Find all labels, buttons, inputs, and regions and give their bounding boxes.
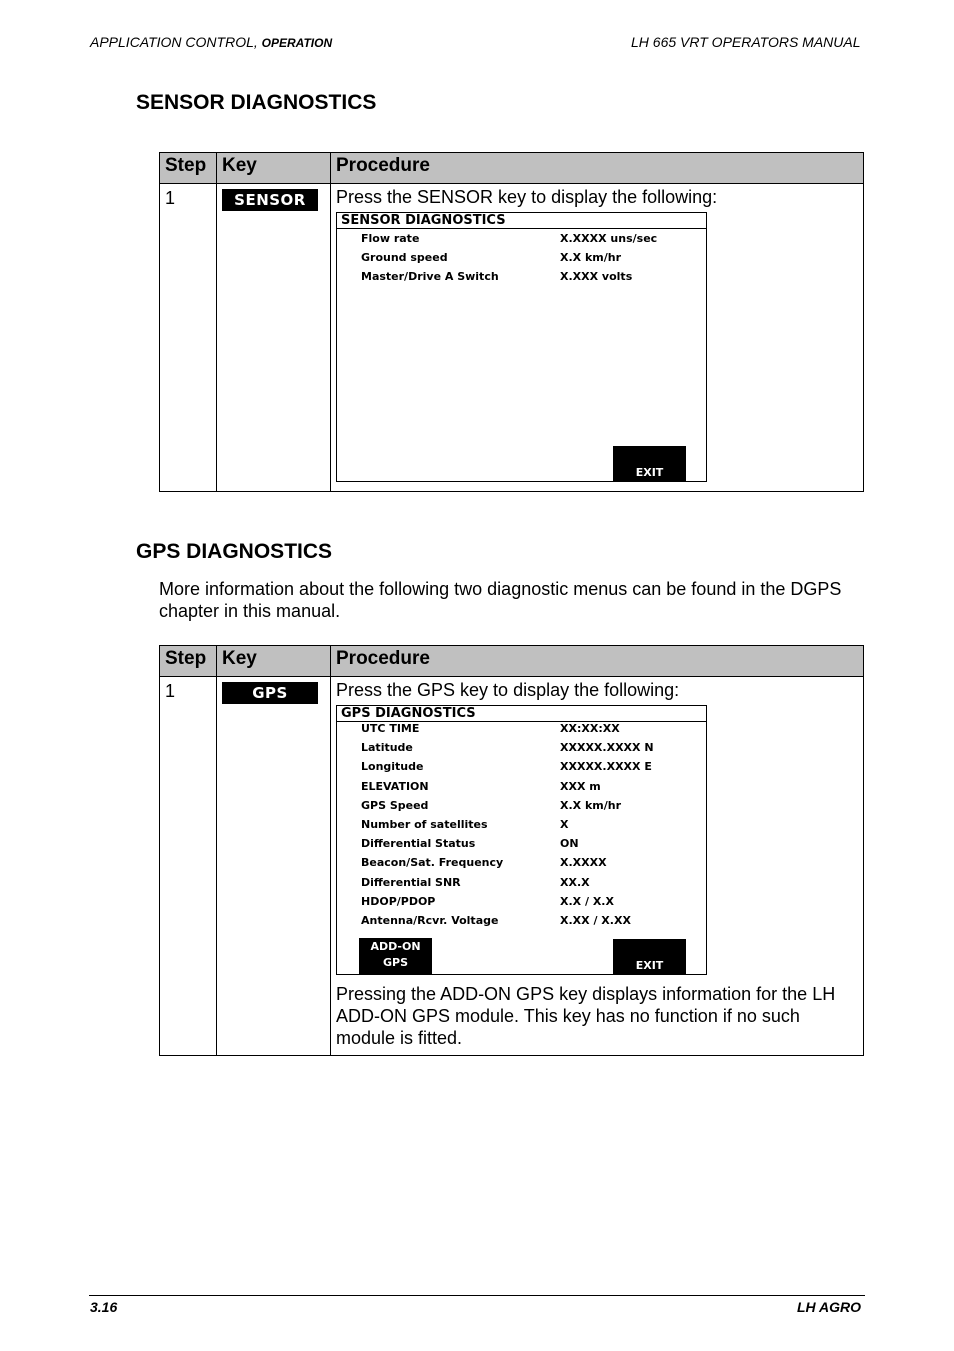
row-value: XX:XX:XX xyxy=(560,722,620,735)
header-right-smallcaps: PERATORS MANUAL xyxy=(722,34,861,50)
row-value: X.XXXX xyxy=(560,856,607,870)
key-cell xyxy=(217,677,331,1056)
add-on-note: Pressing the ADD-ON GPS key displays information for the LH ADD-ON GPS module. This key has no function if no such module is fitted. xyxy=(336,984,836,1048)
row-label: Flow rate xyxy=(361,232,420,245)
gps-screen xyxy=(336,705,707,975)
list-item xyxy=(337,248,706,267)
row-label: Number of satellites xyxy=(361,817,488,831)
row-value: X.X km/hr xyxy=(560,798,622,812)
list-item xyxy=(337,873,706,892)
gps-key-button[interactable]: GPS xyxy=(222,682,318,704)
add-on-gps-softkey[interactable] xyxy=(359,938,432,974)
row-value: ON xyxy=(560,837,579,851)
row-label: Master/Drive A Switch xyxy=(361,270,499,284)
list-item xyxy=(337,815,706,834)
list-item xyxy=(337,911,706,930)
exit-label: EXIT xyxy=(635,959,664,972)
running-header-left xyxy=(90,34,332,50)
row-value: X.XXX volts xyxy=(560,270,633,284)
header-left-initial: A xyxy=(90,34,100,50)
row-value: X.X / X.X xyxy=(560,894,614,908)
row-label: GPS Speed xyxy=(361,798,429,812)
list-item xyxy=(337,777,706,796)
row-label: Longitude xyxy=(361,760,424,774)
add-on-label-line1: ADD-ON xyxy=(370,940,421,953)
exit-softkey[interactable] xyxy=(613,939,686,974)
footer-brand xyxy=(797,1299,861,1315)
row-value: XXXXX.XXXX N xyxy=(560,741,654,755)
list-item xyxy=(337,229,706,248)
row-label: Differential Status xyxy=(361,837,476,851)
exit-softkey[interactable] xyxy=(613,446,686,481)
add-on-label-line2: GPS xyxy=(382,956,408,969)
row-label: Ground speed xyxy=(361,251,448,265)
list-item xyxy=(337,719,706,738)
row-label: Differential SNR xyxy=(361,875,461,889)
row-value: XXXXX.XXXX E xyxy=(560,760,652,774)
col-key: Key xyxy=(217,646,331,677)
procedure-cell xyxy=(331,677,864,1056)
row-label: Antenna/Rcvr. Voltage xyxy=(361,913,499,927)
col-step: Step xyxy=(160,153,217,184)
col-procedure: Procedure xyxy=(331,153,864,184)
row-value: X xyxy=(560,817,569,831)
gps-intro: More information about the following two diagnostic menus can be found in the DGPS chapter in this manual. xyxy=(159,579,842,621)
sensor-heading: SENSOR DIAGNOSTICS xyxy=(136,91,377,114)
list-item xyxy=(337,796,706,815)
procedure-text: Press the SENSOR key to display the following: xyxy=(336,187,718,207)
table-header-row xyxy=(160,646,864,677)
header-left-text: PPLICATION CONTROL, xyxy=(99,34,258,50)
row-value: X.XXXX uns/sec xyxy=(560,232,658,245)
step-number: 1 xyxy=(160,677,217,1056)
header-right-text: LH 665 VRT O xyxy=(631,34,723,50)
row-value: X.XX / X.XX xyxy=(560,913,631,927)
gps-procedure-table xyxy=(159,645,864,1056)
key-cell xyxy=(217,184,331,492)
row-label: ELEVATION xyxy=(361,779,429,793)
gps-heading: GPS DIAGNOSTICS xyxy=(136,540,333,563)
list-item xyxy=(337,267,706,286)
col-step: Step xyxy=(160,646,217,677)
table-row xyxy=(160,677,864,1056)
list-item xyxy=(337,738,706,757)
table-header-row xyxy=(160,153,864,184)
list-item xyxy=(337,757,706,776)
screen-title: SENSOR DIAGNOSTICS xyxy=(337,213,706,229)
procedure-cell xyxy=(331,184,864,492)
brand-text: LH A xyxy=(797,1299,830,1315)
sensor-procedure-table xyxy=(159,152,864,492)
row-label: Latitude xyxy=(361,741,413,755)
procedure-text: Press the GPS key to display the following: xyxy=(336,680,680,700)
row-value: XX.X xyxy=(560,875,590,889)
col-procedure: Procedure xyxy=(331,646,864,677)
step-number: 1 xyxy=(160,184,217,492)
footer-rule xyxy=(89,1295,865,1296)
row-label: HDOP/PDOP xyxy=(361,894,436,908)
row-value: X.X km/hr xyxy=(560,251,622,265)
sensor-screen xyxy=(336,212,707,482)
list-item xyxy=(337,892,706,911)
exit-label: EXIT xyxy=(635,466,664,479)
table-row xyxy=(160,184,864,492)
header-left-section: OPERATION xyxy=(261,36,333,50)
page-number: 3.16 xyxy=(90,1299,118,1315)
row-label: Beacon/Sat. Frequency xyxy=(361,856,504,870)
list-item xyxy=(337,853,706,872)
screen-title: GPS DIAGNOSTICS xyxy=(337,706,706,722)
list-item xyxy=(337,834,706,853)
row-value: XXX m xyxy=(560,779,601,793)
brand-smallcaps: GRO xyxy=(829,1299,862,1315)
sensor-key-button[interactable]: SENSOR xyxy=(222,189,318,211)
col-key: Key xyxy=(217,153,331,184)
row-label: UTC TIME xyxy=(361,722,420,735)
running-header-right xyxy=(631,34,861,50)
